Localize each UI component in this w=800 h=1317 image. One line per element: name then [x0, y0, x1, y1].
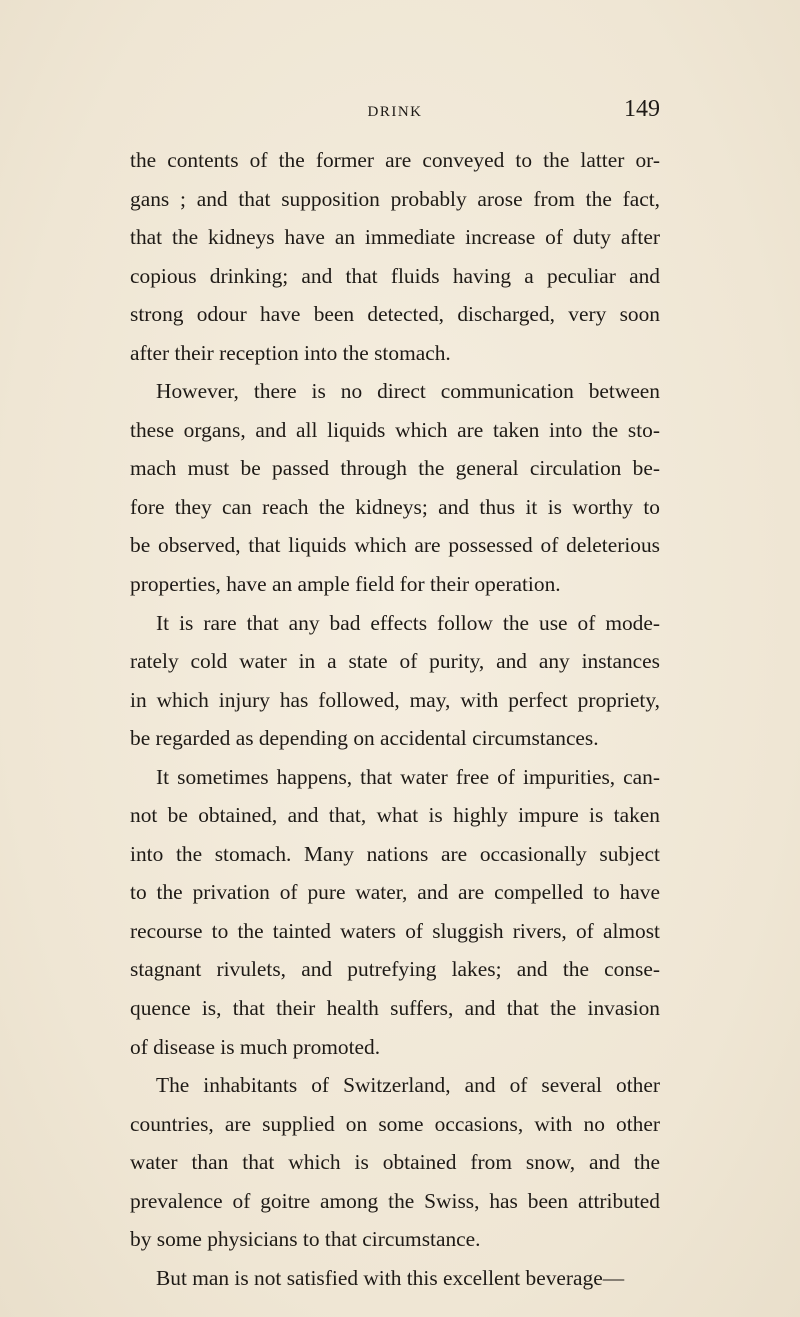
- text-line: prevalence of goitre among the Swiss, has been attributed: [130, 1188, 660, 1213]
- text-line: copious drinking; and that fluids having a peculiar and: [130, 263, 660, 288]
- text-line: water than that which is obtained from snow, and the: [130, 1150, 660, 1175]
- text-line: fore they can reach the kidneys; and thus it is worthy to: [130, 494, 660, 519]
- text-line: after their reception into the stomach.: [130, 340, 451, 365]
- body-text: [130, 141, 660, 1297]
- text-line: countries, are supplied on some occasions, with no other: [130, 1111, 660, 1136]
- text-line: the contents of the former are conveyed to the latter or-: [130, 148, 660, 172]
- text-line: recourse to the tainted waters of sluggish rivers, of almost: [130, 918, 660, 943]
- text-line: However, there is no direct communication between: [156, 379, 660, 404]
- text-line: stagnant rivulets, and putrefying lakes; and the conse-: [130, 957, 660, 982]
- text-line: gans ; and that supposition probably arose from the fact,: [130, 186, 660, 211]
- text-line: into the stomach. Many nations are occasionally subject: [130, 841, 660, 866]
- text-line: these organs, and all liquids which are taken into the sto-: [130, 417, 660, 442]
- text-line: in which injury has followed, may, with perfect propriety,: [130, 687, 660, 712]
- text-line: mach must be passed through the general circulation be-: [130, 456, 660, 481]
- text-line: quence is, that their health suffers, and that the invasion: [130, 996, 660, 1021]
- text-line: It sometimes happens, that water free of impurities, can-: [156, 764, 660, 789]
- text-line: The inhabitants of Switzerland, and of several other: [156, 1073, 660, 1098]
- text-line: of disease is much promoted.: [130, 1034, 381, 1059]
- text-line: But man is not satisfied with this excellent beverage—: [156, 1265, 625, 1290]
- text-line: It is rare that any bad effects follow the use of mode-: [156, 610, 660, 635]
- text-line: rately cold water in a state of purity, and any instances: [130, 649, 660, 674]
- text-line: to the privation of pure water, and are compelled to have: [130, 880, 660, 905]
- text-line: that the kidneys have an immediate increase of duty after: [130, 225, 660, 250]
- text-line: not be obtained, and that, what is highly impure is taken: [130, 803, 660, 828]
- running-head: [130, 96, 660, 130]
- text-line: by some physicians to that circumstance.: [130, 1227, 481, 1252]
- text-line: strong odour have been detected, discharged, very soon: [130, 302, 660, 327]
- text-line: be observed, that liquids which are possessed of deleterious: [130, 533, 660, 558]
- running-head-title: DRINK: [367, 104, 423, 120]
- page-number: 149: [624, 96, 660, 122]
- text-line: be regarded as depending on accidental circumstances.: [130, 726, 599, 751]
- text-line: properties, have an ample field for their operation.: [130, 572, 561, 597]
